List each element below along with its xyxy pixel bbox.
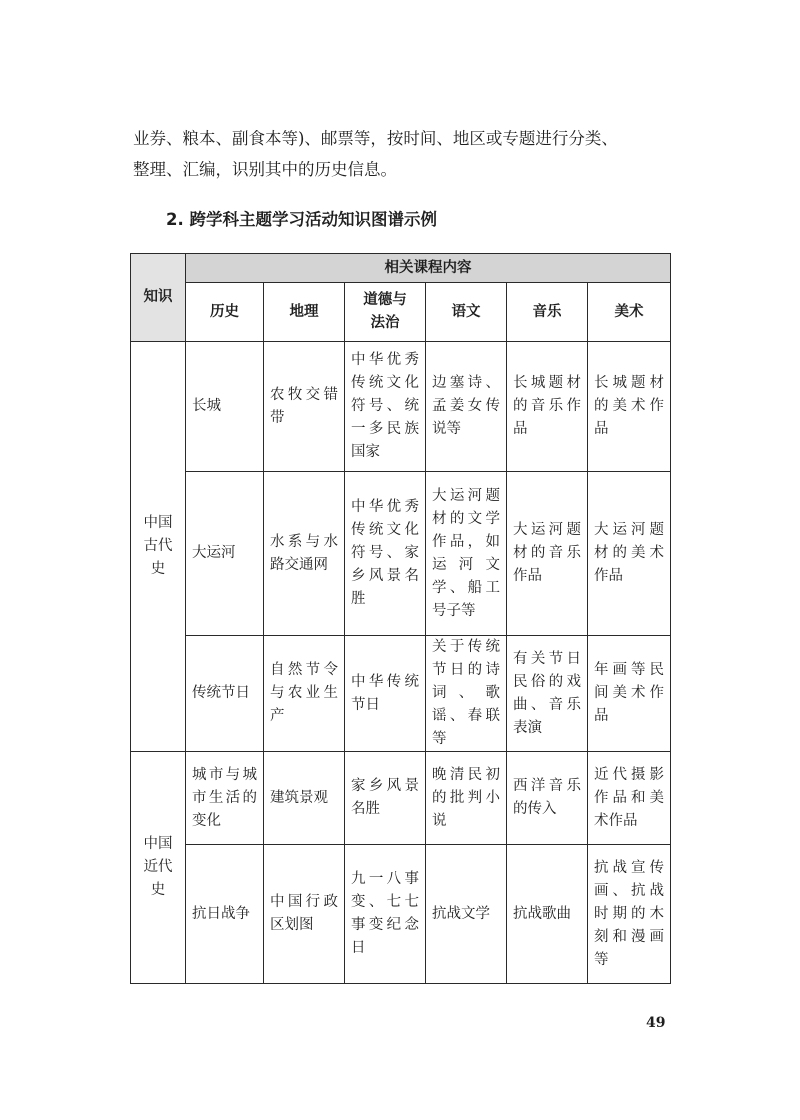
cell-history: 城市与城市生活的变化: [186, 752, 264, 845]
header-history: 历史: [186, 283, 264, 342]
cell-morality-law: 家乡风景名胜: [345, 752, 426, 845]
header-music: 音乐: [507, 283, 588, 342]
cell-history: 传统节日: [186, 636, 264, 752]
page-number: 49: [646, 1015, 666, 1031]
cell-geography: 自然节令与农业生产: [264, 636, 345, 752]
cell-morality-law: 九一八事变、七七事变纪念日: [345, 845, 426, 984]
header-knowledge: 知识: [131, 254, 186, 342]
cell-geography: 农牧交错带: [264, 342, 345, 472]
cell-chinese: 边塞诗、孟姜女传说等: [426, 342, 507, 472]
cell-music: 有关节日民俗的戏曲、音乐表演: [507, 636, 588, 752]
cell-history: 大运河: [186, 472, 264, 636]
cell-art: 抗战宣传画、抗战时期的木刻和漫画等: [588, 845, 671, 984]
cell-morality-law: 中华优秀传统文化符号、家乡风景名胜: [345, 472, 426, 636]
table-row: [131, 845, 671, 984]
table-header-row-1: [131, 254, 671, 283]
cell-chinese: 关于传统节日的诗词、歌谣、春联等: [426, 636, 507, 752]
era-modern-history: 中国近代史: [131, 752, 186, 984]
cell-art: 长城题材的美术作品: [588, 342, 671, 472]
cell-geography: 建筑景观: [264, 752, 345, 845]
cell-art: 年画等民间美术作品: [588, 636, 671, 752]
body-text-line-2: 整理、汇编，识别其中的历史信息。: [133, 160, 397, 179]
cell-history: 抗日战争: [186, 845, 264, 984]
cell-music: 长城题材的音乐作品: [507, 342, 588, 472]
cell-art: 近代摄影作品和美术作品: [588, 752, 671, 845]
cell-geography: 中国行政区划图: [264, 845, 345, 984]
table-row: [131, 636, 671, 752]
knowledge-graph-table: [130, 253, 671, 984]
body-text-line-1: 业券、粮本、副食本等)、邮票等，按时间、地区或专题进行分类、: [133, 129, 618, 148]
cell-art: 大运河题材的美术作品: [588, 472, 671, 636]
cell-geography: 水系与水路交通网: [264, 472, 345, 636]
cell-morality-law: 中华优秀传统文化符号、统一多民族国家: [345, 342, 426, 472]
cell-music: 大运河题材的音乐作品: [507, 472, 588, 636]
header-chinese: 语文: [426, 283, 507, 342]
table-row: [131, 472, 671, 636]
table-row: [131, 342, 671, 472]
header-art: 美术: [588, 283, 671, 342]
table-row: [131, 752, 671, 845]
cell-history: 长城: [186, 342, 264, 472]
cell-chinese: 晚清民初的批判小说: [426, 752, 507, 845]
cell-music: 抗战歌曲: [507, 845, 588, 984]
era-ancient-history: 中国古代史: [131, 342, 186, 752]
header-related-courses: 相关课程内容: [186, 254, 671, 283]
table-header-row-2: [131, 283, 671, 342]
header-geography: 地理: [264, 283, 345, 342]
section-heading: 2. 跨学科主题学习活动知识图谱示例: [166, 210, 437, 229]
cell-music: 西洋音乐的传入: [507, 752, 588, 845]
header-morality-law: 道德与法治: [345, 283, 426, 342]
cell-chinese: 抗战文学: [426, 845, 507, 984]
cell-chinese: 大运河题材的文学作品，如运河文学、船工号子等: [426, 472, 507, 636]
cell-morality-law: 中华传统节日: [345, 636, 426, 752]
